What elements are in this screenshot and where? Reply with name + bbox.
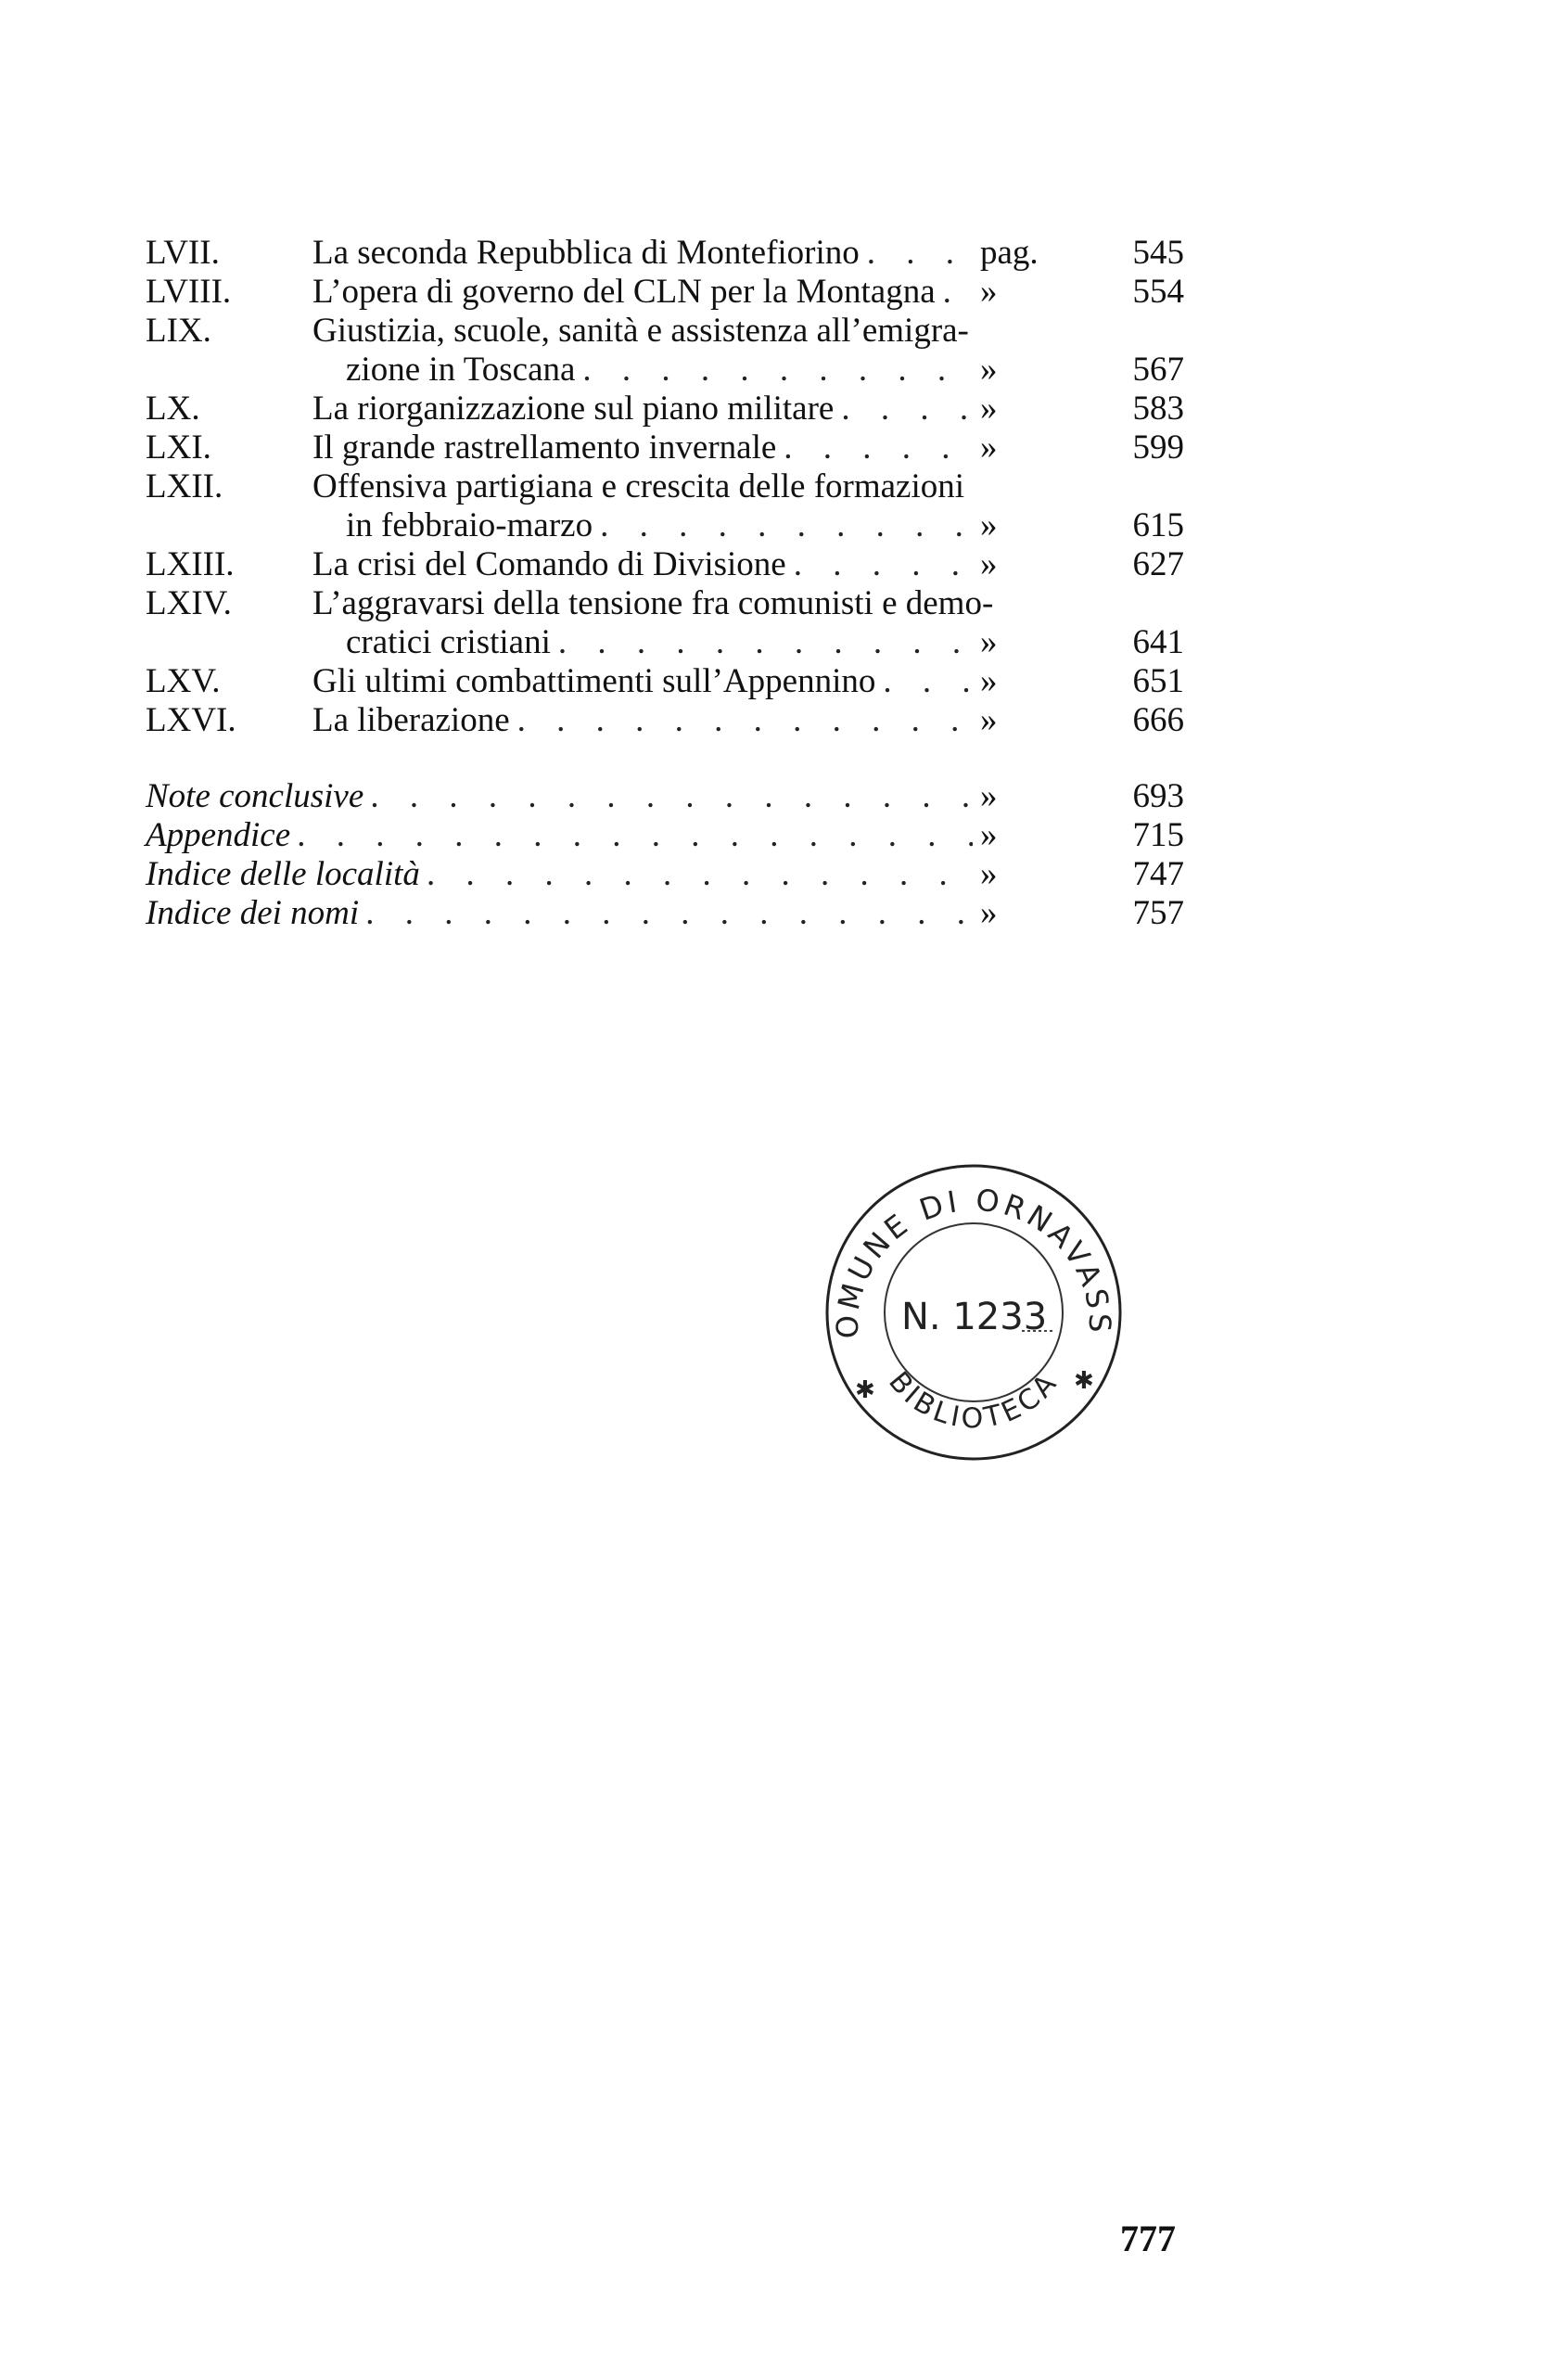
ditto-mark: » (980, 506, 998, 544)
page-reference (980, 390, 1184, 428)
page-reference (980, 273, 1184, 312)
ditto-mark: » (980, 662, 998, 700)
dot-leader (834, 390, 973, 428)
chapter-title: La crisi del Comando di Divisione (312, 545, 786, 583)
toc-entry (146, 312, 1184, 390)
dot-leader (551, 623, 973, 662)
stamp-graphic (816, 1155, 1131, 1470)
back-matter-entry (146, 855, 1184, 894)
chapter-number: LIX. (146, 312, 211, 350)
page-reference (980, 545, 1184, 584)
page-reference (980, 816, 1184, 855)
page-number-ref: 615 (1132, 506, 1184, 544)
chapter-number: LXV. (146, 662, 221, 700)
chapter-title: Il grande rastrellamento invernale (312, 428, 777, 467)
page-number-ref: 554 (1132, 273, 1184, 311)
chapter-number: LVII. (146, 234, 220, 272)
page-number-ref: 545 (1132, 234, 1184, 272)
page-reference (980, 855, 1184, 894)
ditto-mark: » (980, 390, 998, 428)
star-icon: ✱ (1074, 1367, 1094, 1395)
chapter-number: LXII. (146, 467, 223, 505)
chapter-title-line: zione in Toscana (346, 351, 576, 389)
ditto-mark: » (980, 894, 998, 932)
chapter-title-line: cratici cristiani (346, 623, 551, 661)
toc-entry (146, 584, 1184, 662)
ditto-mark: » (980, 855, 998, 893)
page-number-ref: 666 (1132, 701, 1184, 739)
chapter-title-line: L’aggravarsi della tensione fra comunisti e demo- (312, 584, 994, 622)
ditto-mark: » (980, 428, 998, 467)
back-matter-entry (146, 777, 1184, 816)
page-reference (980, 623, 1184, 662)
page-number-ref: 747 (1132, 855, 1184, 893)
dot-leader (359, 894, 973, 933)
svg-text:BIBLIOTECA (882, 1366, 1065, 1436)
back-matter-title: Appendice (146, 816, 291, 854)
page-number-ref: 583 (1132, 390, 1184, 428)
page-number-ref: 627 (1132, 545, 1184, 583)
dot-leader (593, 506, 973, 545)
dot-leader (363, 777, 973, 816)
chapter-title-line: Giustizia, scuole, sanità e assistenza all’emigra- (312, 312, 969, 350)
chapter-title-line: Offensiva partigiana e crescita delle formazioni (312, 467, 965, 505)
page-reference (980, 894, 1184, 933)
back-matter-entry (146, 816, 1184, 855)
toc-entry (146, 234, 1184, 273)
ditto-mark: » (980, 545, 998, 583)
toc-entry (146, 701, 1184, 740)
dot-leader (290, 816, 973, 855)
dot-leader (786, 545, 973, 584)
chapter-number: LVIII. (146, 273, 232, 311)
star-icon: ✱ (855, 1376, 875, 1404)
stamp-top-text: OMUNE DI ORNAVASS (829, 1182, 1118, 1339)
dot-leader (875, 662, 973, 701)
table-of-contents (146, 234, 1184, 933)
library-stamp (816, 1155, 1131, 1470)
back-matter-entry (146, 894, 1184, 933)
page-reference (980, 777, 1184, 816)
page-number-ref: 567 (1132, 351, 1184, 389)
page-number-ref: 641 (1132, 623, 1184, 661)
toc-entry (146, 390, 1184, 428)
dot-leader (936, 273, 973, 312)
page-number-ref: 693 (1132, 777, 1184, 815)
page-reference (980, 662, 1184, 701)
ditto-mark: » (980, 777, 998, 815)
dot-leader (510, 701, 973, 740)
chapter-title: La riorganizzazione sul piano militare (312, 390, 835, 428)
chapter-number: LXIV. (146, 584, 232, 622)
page-number-ref: 651 (1132, 662, 1184, 700)
chapter-title: L’opera di governo del CLN per la Montagna (312, 273, 936, 311)
section-spacer (146, 740, 1184, 777)
page-reference (980, 234, 1184, 273)
chapter-number: LXVI. (146, 701, 236, 739)
back-matter-title: Indice delle località (146, 855, 420, 893)
dot-leader (575, 351, 973, 390)
ditto-mark: » (980, 351, 998, 389)
chapter-title: Gli ultimi combattimenti sull’Appennino (312, 662, 876, 700)
page-reference (980, 428, 1184, 467)
ditto-mark: » (980, 623, 998, 661)
chapter-number: LXI. (146, 428, 211, 467)
toc-entry (146, 545, 1184, 584)
ditto-mark: » (980, 273, 998, 311)
ditto-mark: » (980, 701, 998, 739)
chapter-number: LX. (146, 390, 200, 428)
dot-leader (420, 855, 973, 894)
stamp-bottom-text: BIBLIOTECA (882, 1365, 1065, 1436)
page-prefix: pag. (980, 234, 1039, 272)
page-reference (980, 351, 1184, 390)
chapter-number: LXIII. (146, 545, 235, 583)
toc-entry (146, 428, 1184, 467)
chapter-title: La seconda Repubblica di Montefiorino (312, 234, 860, 272)
dot-leader (776, 428, 973, 467)
toc-entry (146, 467, 1184, 545)
chapter-title-line: in febbraio-marzo (346, 506, 593, 544)
back-matter-title: Note conclusive (146, 777, 364, 815)
page-number-ref: 757 (1132, 894, 1184, 932)
toc-entry (146, 662, 1184, 701)
page-number-ref: 599 (1132, 428, 1184, 467)
ditto-mark: » (980, 816, 998, 854)
back-matter-title: Indice dei nomi (146, 894, 360, 932)
dot-leader (860, 234, 973, 273)
stamp-number: N. 1233 (901, 1296, 1048, 1338)
toc-entry (146, 273, 1184, 312)
page-reference (980, 701, 1184, 740)
page-number: 777 (1120, 2218, 1176, 2259)
page-reference (980, 506, 1184, 545)
page-number-ref: 715 (1132, 816, 1184, 854)
chapter-title: La liberazione (312, 701, 510, 739)
